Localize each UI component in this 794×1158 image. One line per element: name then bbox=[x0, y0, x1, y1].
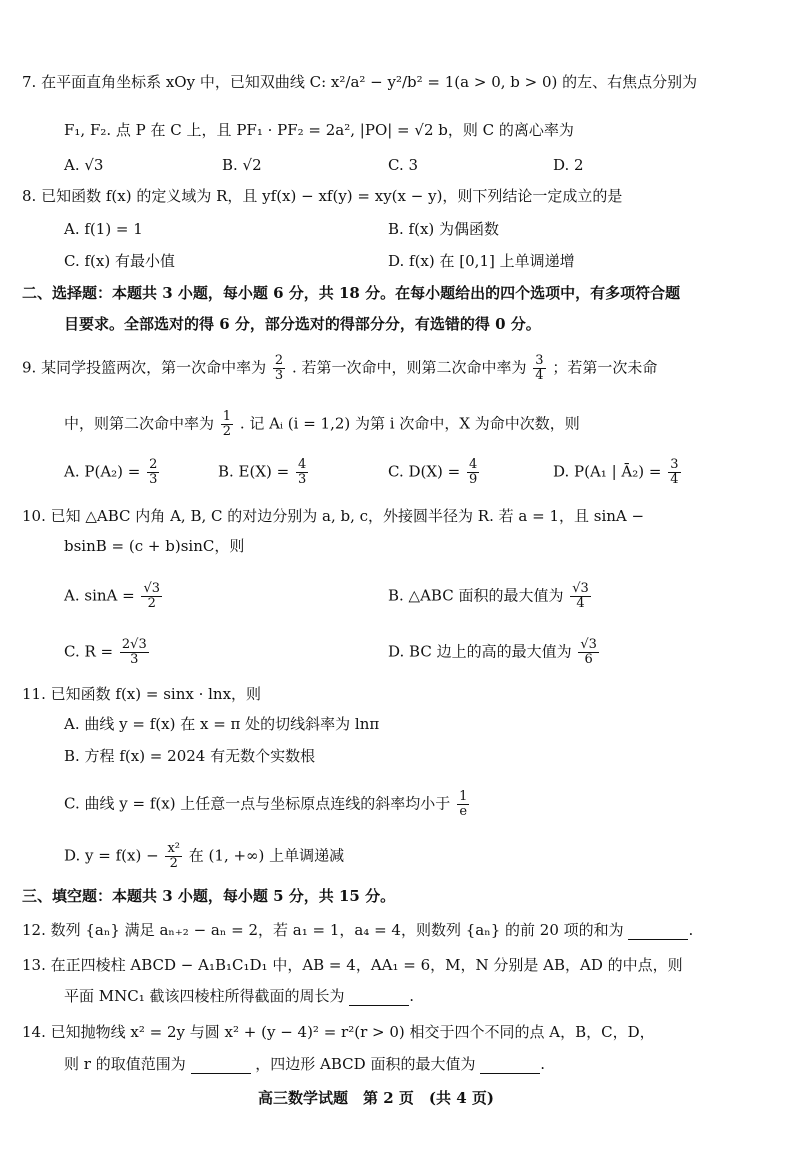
q14-text-b: ，四边形 ABCD 面积的最大值为 bbox=[255, 1055, 476, 1073]
q9-text-a: 9. 某同学投篮两次，第一次命中率为 bbox=[22, 358, 267, 377]
q8-option-d: D. f(x) 在 [0,1] 上单调递增 bbox=[388, 252, 575, 270]
q11-opt-d-text-a: D. y = f(x) − bbox=[64, 846, 159, 865]
q13-stem-line1: 13. 在正四棱柱 ABCD − A₁B₁C₁D₁ 中，AB = 4，AA₁ = 6，M，N 分别是 AB，AD 的中点，则 bbox=[22, 956, 683, 974]
q9-stem-line1 bbox=[22, 354, 657, 383]
q9-frac2-den: 4 bbox=[535, 368, 544, 383]
q11-opt-c-den: e bbox=[459, 804, 468, 819]
q10-opt-c-text: C. R = bbox=[64, 642, 114, 661]
section2-heading-line1: 二、选择题：本题共 3 小题，每小题 6 分，共 18 分。在每小题给出的四个选项中，有多项符合题 bbox=[22, 284, 681, 302]
q10-opt-a-den: 2 bbox=[147, 596, 156, 611]
q11-option-b: B. 方程 f(x) = 2024 有无数个实数根 bbox=[64, 747, 316, 765]
q10-opt-a-num: √3 bbox=[143, 581, 161, 596]
q7-stem-line1: 7. 在平面直角坐标系 xOy 中，已知双曲线 C: x²/a² − y²/b² = 1(a > 0, b > 0) 的左、右焦点分别为 bbox=[22, 73, 698, 91]
page-footer: 高三数学试题 第 2 页 (共 4 页) bbox=[258, 1089, 494, 1107]
q14-end: . bbox=[540, 1055, 546, 1073]
q11-opt-d-num: x² bbox=[167, 841, 180, 856]
q14-answer-blank-2[interactable] bbox=[480, 1059, 540, 1074]
q10-option-c bbox=[64, 638, 151, 667]
q14-stem-line2 bbox=[64, 1054, 545, 1074]
section3-heading: 三、填空题：本题共 3 小题，每小题 5 分，共 15 分。 bbox=[22, 887, 396, 905]
q9-frac3-den: 2 bbox=[222, 424, 232, 439]
q13-answer-blank[interactable] bbox=[349, 991, 409, 1006]
q10-opt-b-text: B. △ABC 面积的最大值为 bbox=[388, 586, 564, 605]
q9-opt-d-num: 3 bbox=[670, 457, 679, 472]
q7-option-a: A. √3 bbox=[64, 156, 104, 174]
q7-option-b: B. √2 bbox=[222, 156, 262, 174]
q7-option-d: D. 2 bbox=[553, 156, 584, 174]
q8-stem: 8. 已知函数 f(x) 的定义域为 R，且 yf(x) − xf(y) = xy(x − y)，则下列结论一定成立的是 bbox=[22, 187, 623, 205]
q8-option-b: B. f(x) 为偶函数 bbox=[388, 220, 500, 238]
q13-stem-line2 bbox=[64, 986, 414, 1006]
q10-stem-line2: bsinB = (c + b)sinC，则 bbox=[64, 537, 245, 555]
q9-opt-b-frac bbox=[296, 458, 308, 487]
q9-option-b bbox=[218, 458, 310, 487]
q10-opt-b-den: 4 bbox=[576, 596, 585, 611]
q9-opt-c-text: C. D(X) = bbox=[388, 462, 461, 481]
q10-option-a bbox=[64, 582, 164, 611]
q10-option-d bbox=[388, 638, 601, 667]
q10-opt-d-den: 6 bbox=[584, 652, 593, 667]
q14-stem-line1: 14. 已知抛物线 x² = 2y 与圆 x² + (y − 4)² = r²(r > 0) 相交于四个不同的点 A，B，C，D， bbox=[22, 1023, 655, 1041]
q9-opt-c-frac bbox=[467, 458, 479, 487]
q12-end: . bbox=[688, 921, 694, 939]
q11-option-a: A. 曲线 y = f(x) 在 x = π 处的切线斜率为 lnπ bbox=[64, 715, 380, 733]
q11-opt-d-frac bbox=[165, 842, 182, 871]
q9-opt-d-text: D. P(A₁ | Ā₂) = bbox=[553, 462, 662, 481]
q9-option-d bbox=[553, 458, 683, 487]
q11-opt-d-den: 2 bbox=[169, 856, 178, 871]
q9-opt-a-num: 2 bbox=[149, 457, 158, 472]
q11-opt-c-text: C. 曲线 y = f(x) 上任意一点与坐标原点连线的斜率均小于 bbox=[64, 794, 451, 813]
q13-text: 平面 MNC₁ 截该四棱柱所得截面的周长为 bbox=[64, 987, 345, 1005]
q10-opt-d-text: D. BC 边上的高的最大值为 bbox=[388, 642, 572, 661]
q11-option-d bbox=[64, 842, 344, 871]
q7-stem-line2: F₁, F₂. 点 P 在 C 上，且 PF₁ · PF₂ = 2a², |PO| = √2 b，则 C 的离心率为 bbox=[64, 121, 574, 139]
q14-answer-blank-1[interactable] bbox=[191, 1059, 251, 1074]
q9-opt-d-den: 4 bbox=[670, 472, 679, 487]
q12-stem bbox=[22, 920, 693, 940]
q9-text-c: ；若第一次未命 bbox=[552, 358, 658, 377]
q10-opt-a-text: A. sinA = bbox=[64, 586, 135, 605]
q11-option-c bbox=[64, 790, 471, 819]
q10-opt-c-num: 2√3 bbox=[121, 637, 147, 652]
q9-opt-b-den: 3 bbox=[298, 472, 307, 487]
q9-fraction-1 bbox=[273, 354, 285, 383]
q9-opt-b-text: B. E(X) = bbox=[218, 462, 290, 481]
q10-option-b bbox=[388, 582, 593, 611]
q11-stem: 11. 已知函数 f(x) = sinx · lnx，则 bbox=[22, 685, 262, 703]
q10-opt-b-num: √3 bbox=[572, 581, 589, 596]
q9-frac1-num: 2 bbox=[274, 353, 284, 368]
q10-opt-c-den: 3 bbox=[130, 652, 139, 667]
q8-option-c: C. f(x) 有最小值 bbox=[64, 252, 175, 270]
q11-opt-c-frac bbox=[457, 790, 469, 819]
q10-opt-b-frac bbox=[570, 582, 591, 611]
q9-opt-a-text: A. P(A₂) = bbox=[64, 462, 141, 481]
q9-fraction-2 bbox=[533, 354, 545, 383]
q11-opt-d-text-b: 在 (1, +∞) 上单调递减 bbox=[188, 846, 345, 865]
q10-opt-d-num: √3 bbox=[580, 637, 597, 652]
q9-text-d: 中，则第二次命中率为 bbox=[64, 414, 215, 433]
q9-frac1-den: 3 bbox=[274, 368, 284, 383]
q13-end: . bbox=[409, 987, 415, 1005]
q14-text-a: 则 r 的取值范围为 bbox=[64, 1055, 186, 1073]
q12-answer-blank[interactable] bbox=[628, 925, 688, 940]
q8-option-a: A. f(1) = 1 bbox=[64, 220, 143, 238]
q10-stem-line1: 10. 已知 △ABC 内角 A, B, C 的对边分别为 a, b, c，外接圆半径为 R. 若 a = 1，且 sinA − bbox=[22, 507, 645, 525]
q9-opt-a-frac bbox=[147, 458, 159, 487]
q9-opt-b-num: 4 bbox=[298, 457, 307, 472]
q10-opt-d-frac bbox=[578, 638, 599, 667]
q9-fraction-3 bbox=[221, 410, 233, 439]
q7-option-c: C. 3 bbox=[388, 156, 419, 174]
q9-opt-d-frac bbox=[668, 458, 680, 487]
q11-opt-c-num: 1 bbox=[459, 789, 468, 804]
q9-text-b: . 若第一次命中，则第二次命中率为 bbox=[291, 358, 527, 377]
q9-frac2-num: 3 bbox=[535, 353, 544, 368]
q9-opt-a-den: 3 bbox=[149, 472, 158, 487]
q9-opt-c-num: 4 bbox=[469, 457, 478, 472]
q9-stem-line2 bbox=[64, 410, 580, 439]
q9-option-a bbox=[64, 458, 161, 487]
q9-option-c bbox=[388, 458, 481, 487]
section2-heading-line2: 目要求。全部选对的得 6 分，部分选对的得部分分，有选错的得 0 分。 bbox=[64, 315, 541, 333]
q9-frac3-num: 1 bbox=[222, 409, 232, 424]
q9-text-e: . 记 Aᵢ (i = 1,2) 为第 i 次命中，X 为命中次数，则 bbox=[239, 414, 580, 433]
q10-opt-c-frac bbox=[120, 638, 149, 667]
q10-opt-a-frac bbox=[141, 582, 162, 611]
q12-text: 12. 数列 {aₙ} 满足 aₙ₊₂ − aₙ = 2，若 a₁ = 1，a₄ = 4，则数列 {aₙ} 的前 20 项的和为 bbox=[22, 921, 624, 939]
q9-opt-c-den: 9 bbox=[469, 472, 478, 487]
